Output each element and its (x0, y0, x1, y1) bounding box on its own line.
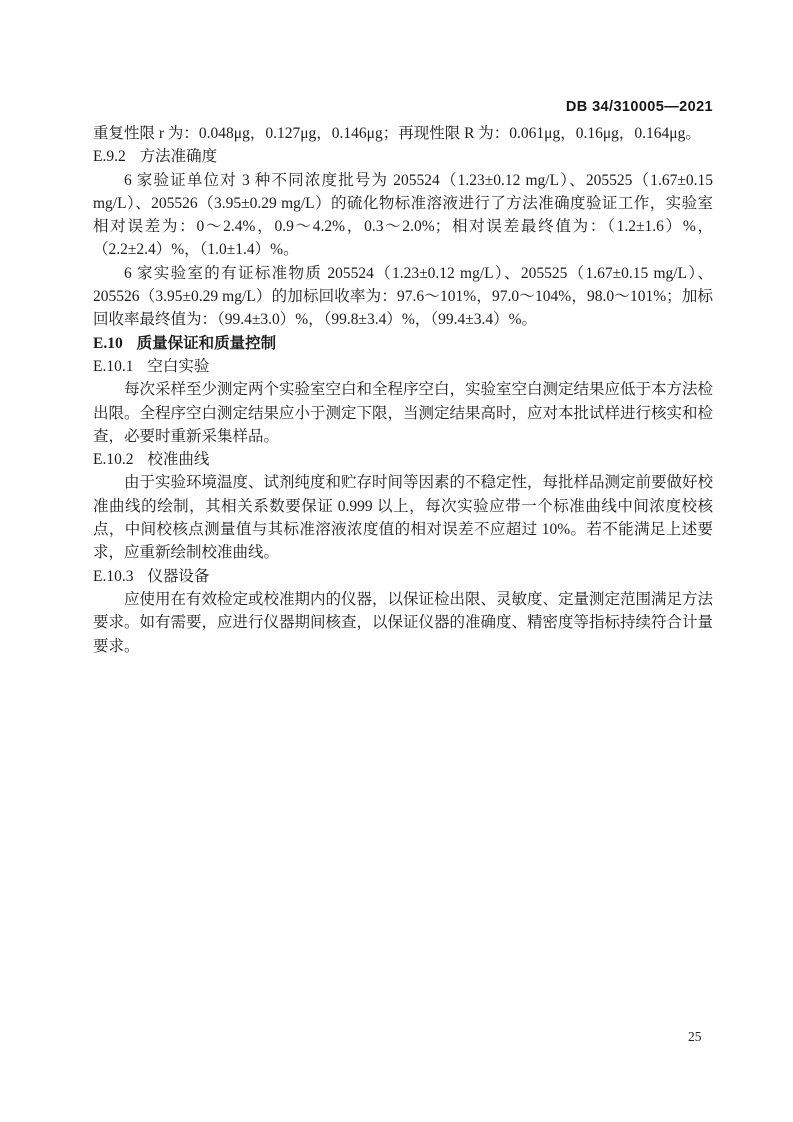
page-number: 25 (688, 1029, 702, 1044)
heading-e10-3-instruments (93, 565, 713, 588)
clause-number: E.10.1 (93, 357, 134, 375)
heading-e9-2-method-accuracy (93, 145, 713, 168)
clause-title: 方法准确度 (139, 148, 218, 166)
paragraph-blank-test: 每次采样至少测定两个实验室空白和全程序空白，实验室空白测定结果应低于本方法检出限。全程序空白测定结果应小于测定下限，当测定结果高时，应对本批试样进行核实和检查，必要时重新采集样品。 (93, 381, 714, 445)
clause-number: E.9.2 (93, 148, 126, 166)
clause-title: 质量保证和质量控制 (136, 334, 277, 352)
heading-e10-2-calibration-curve (93, 448, 713, 471)
paragraph-repeatability-limits: 重复性限 r 为：0.048μg，0.127μg，0.146μg；再现性限 R 为：0.061μg，0.16μg，0.164μg。 (93, 125, 701, 142)
clause-number: E.10 (93, 334, 123, 352)
paragraph-spike-recovery: 6 家实验室的有证标准物质 205524（1.23±0.12 mg/L）、205525（1.67±0.15 mg/L）、205526（3.95±0.29 mg/L）的加标回收率为：97.6～101%，97.0～104%，98.0～101%；加标回收率最终值为：（99.4±3.0）%，（99.8±3.4）%，（99.4±3.4）%。 (93, 264, 713, 329)
clause-title: 仪器设备 (147, 567, 210, 585)
paragraph-relative-error: 6 家验证单位对 3 种不同浓度批号为 205524（1.23±0.12 mg/L）、205525（1.67±0.15 mg/L）、205526（3.95±0.29 mg/L）的硫化物标准溶液进行了方法准确度验证工作，实验室相对误差为：0～2.4%，0.9～4.2%，0.3～2.0%；相对误差最终值为：（1.2±1.6）%，（2.2±2.4）%，（1.0±1.4）%。 (93, 171, 713, 259)
clause-title: 空白实验 (147, 357, 210, 375)
clause-title: 校准曲线 (147, 451, 210, 469)
standard-number-header: DB 34/310005—2021 (565, 99, 713, 115)
heading-e10-qa-qc (93, 332, 713, 355)
clause-number: E.10.3 (93, 567, 134, 585)
document-body (93, 122, 713, 658)
clause-number: E.10.2 (93, 451, 134, 469)
heading-e10-1-blank-test (93, 355, 713, 378)
paragraph-instruments: 应使用在有效检定或校准期内的仪器，以保证检出限、灵敏度、定量测定范围满足方法要求。如有需要，应进行仪器期间核查，以保证仪器的准确度、精密度等指标持续符合计量要求。 (93, 590, 714, 655)
paragraph-calibration-curve: 由于实验环境温度、试剂纯度和贮存时间等因素的不稳定性，每批样品测定前要做好校准曲线的绘制，其相关系数要保证 0.999 以上，每次实验应带一个标准曲线中间浓度校核点，中间校核点测量值与其标准溶液浓度值的相对误差不应超过 10%。若不能满足上述要求，应重新绘制校准曲线。 (93, 474, 714, 562)
